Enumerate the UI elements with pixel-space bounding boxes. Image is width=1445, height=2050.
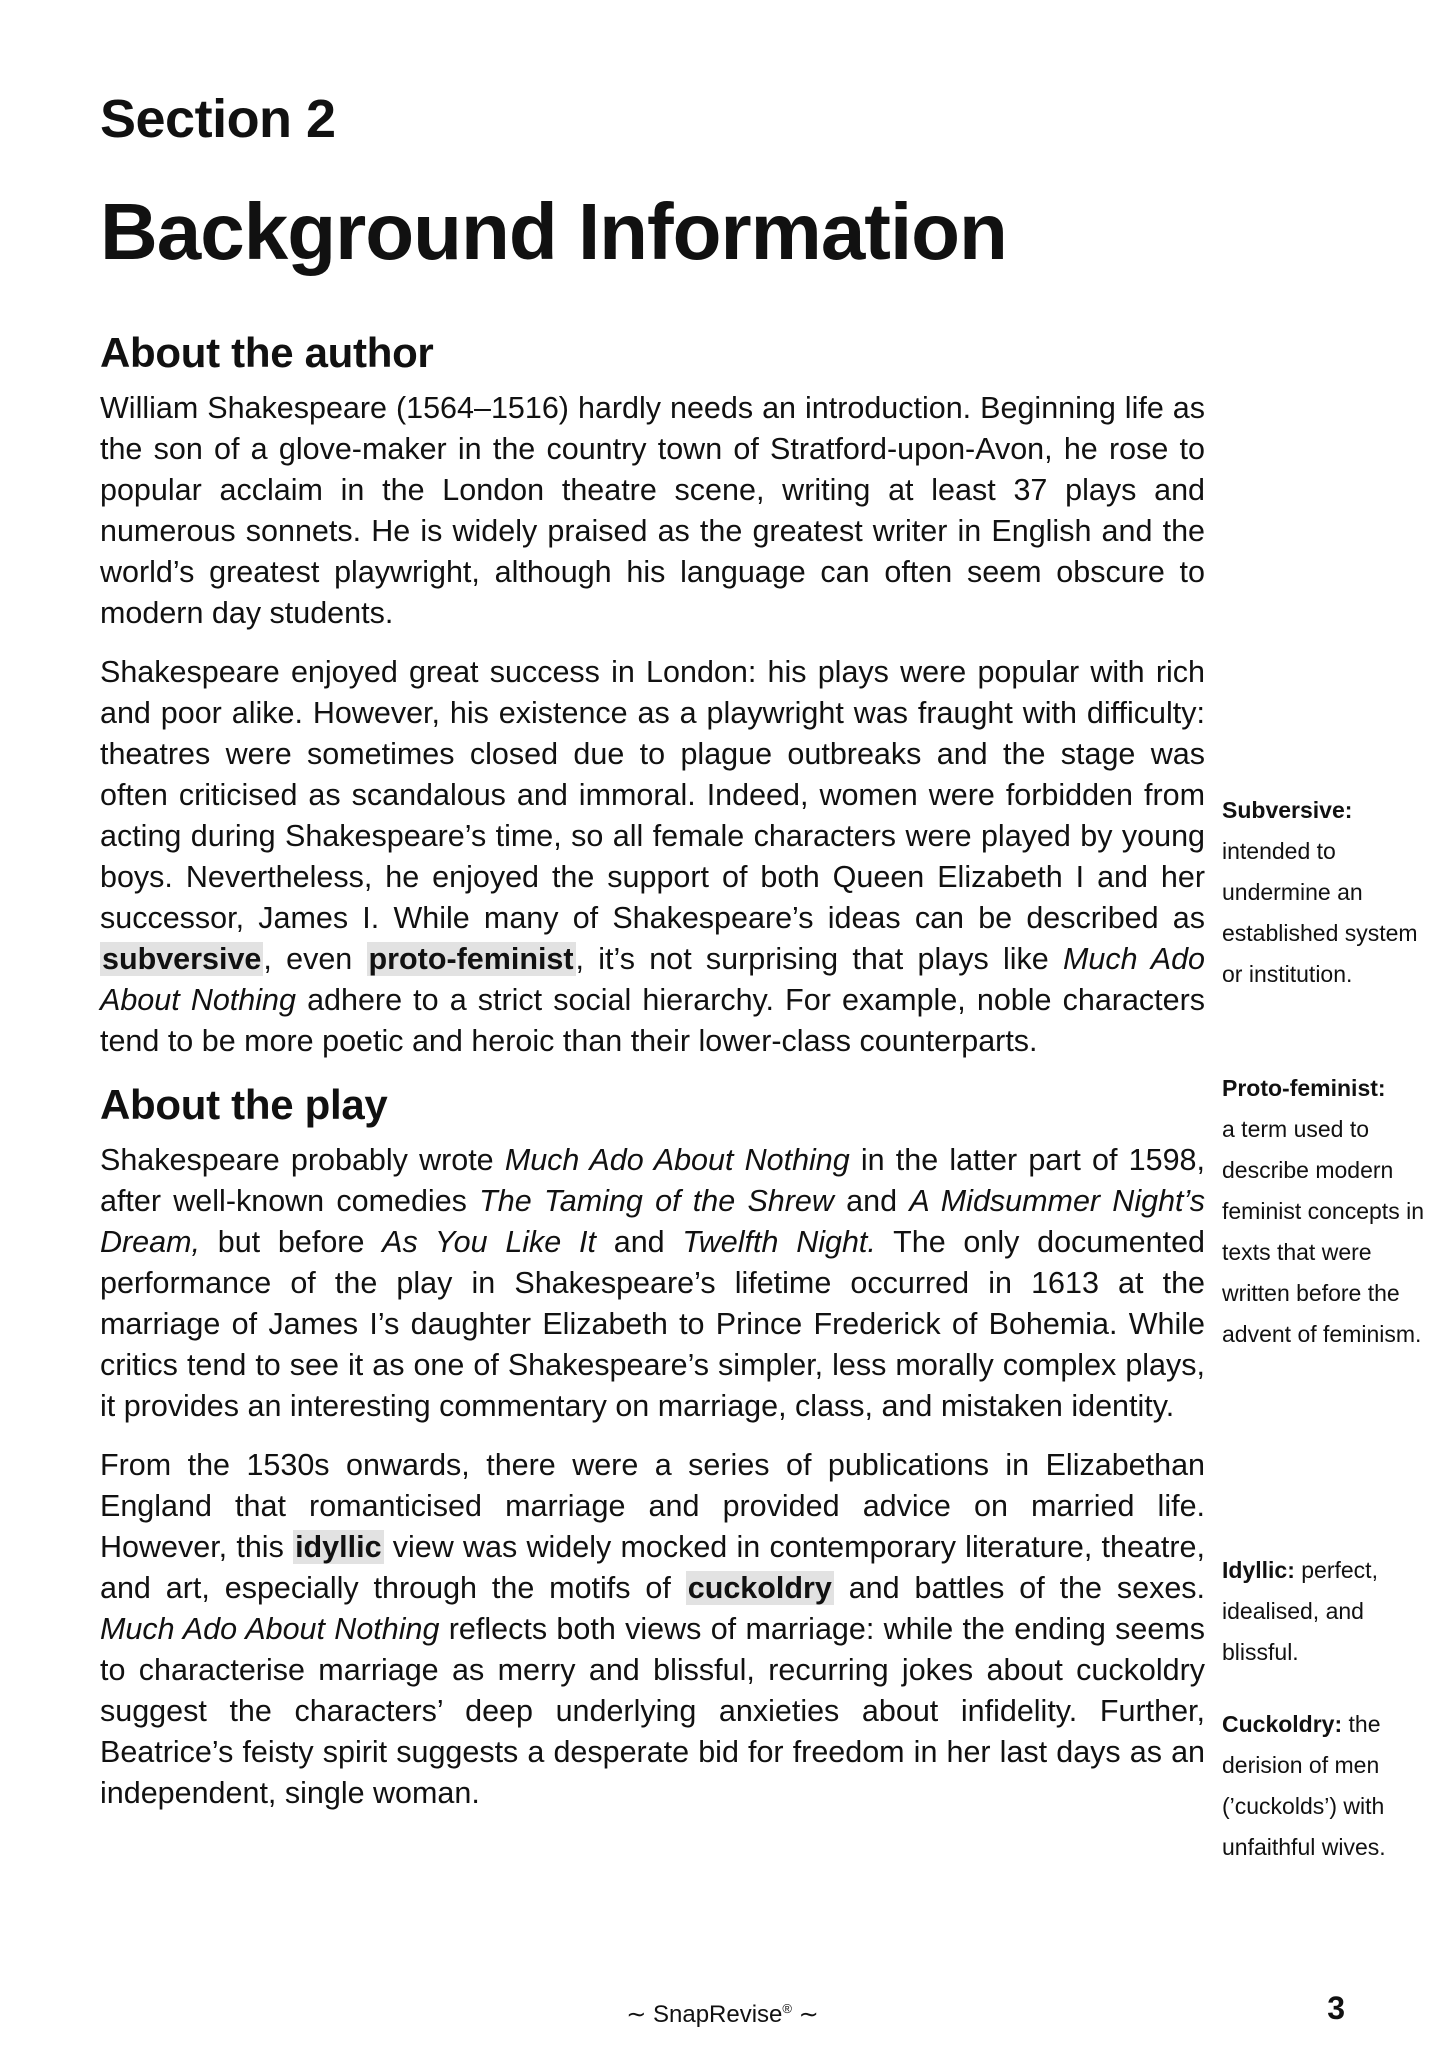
- play-paragraph-1: Shakespeare probably wrote Much Ado About Nothing in the latter part of 1598, after well-known comedies The Taming of the Shrew and A Midsummer Night’s Dream, but before As You Like It and Twelfth Night. The only documented performance of the play in Shakespeare’s lifetime occurred in 1613 at the marriage of James I’s daughter Elizabeth to Prince Frederick of Bohemia. While critics tend to see it as one of Shakespeare’s simpler, less morally complex plays, it provides an interesting commentary on marriage, class, and mistaken identity.: [100, 1143, 1205, 1424]
- glossary-idyllic: [1222, 1550, 1432, 1673]
- glossary-term: Idyllic:: [1222, 1557, 1295, 1583]
- glossary-term: Cuckoldry:: [1222, 1711, 1343, 1737]
- glossary-proto-feminist: [1222, 1068, 1432, 1355]
- glossary-term: Proto-feminist:: [1222, 1075, 1386, 1101]
- play-heading: About the play: [100, 1081, 388, 1128]
- glossary-term: Subversive:: [1222, 797, 1353, 823]
- page-number: 3: [1327, 1990, 1345, 2026]
- page-title: Background Information: [100, 187, 1007, 276]
- footer-brand: ∼ SnapRevise® ∼: [626, 2001, 819, 2028]
- play-title: As You Like It: [382, 1225, 596, 1260]
- keyword-subversive: subversive: [102, 942, 262, 977]
- play-title: Much Ado About Nothing: [504, 1143, 850, 1178]
- author-paragraph-2: Shakespeare enjoyed great success in London: his plays were popular with rich and poor alike. However, his existence as a playwright was fraught with difficulty: theatres were sometimes closed due to plague outbreaks and the stage was often criticised as scandalous and immoral. Indeed, women were forbidden from acting during Shakespeare’s time, so all female characters were played by young boys. Nevertheless, he enjoyed the support of both Queen Elizabeth I and her successor, James I. While many of Shakespeare’s ideas can be described as subversive, even proto-feminist, it’s not surprising that plays like Much Ado About Nothing adhere to a strict social hierarchy. For example, noble characters tend to be more poetic and heroic than their lower-class counterparts.: [100, 655, 1205, 1059]
- author-paragraph-1: William Shakespeare (1564–1516) hardly needs an introduction. Beginning life as the son of a glove-maker in the country town of Stratford-upon-Avon, he rose to popular acclaim in the London theatre scene, writing at least 37 plays and numerous sonnets. He is widely praised as the greatest writer in English and the world’s greatest playwright, although his language can often seem obscure to modern day students.: [100, 391, 1205, 631]
- author-section: [100, 330, 1205, 1062]
- registered-mark: ®: [782, 2001, 792, 2016]
- play-title: Much Ado About Nothing: [100, 942, 1205, 1018]
- keyword-idyllic: idyllic: [295, 1530, 382, 1565]
- author-heading: About the author: [100, 329, 434, 376]
- play-title: A Midsummer Night’s Dream,: [100, 1184, 1205, 1260]
- play-title: Much Ado About Nothing: [100, 1612, 440, 1647]
- glossary-definition: the derision of men (’cuckolds’) with unfaithful wives.: [1222, 1711, 1386, 1860]
- glossary-definition: perfect, idealised, and blissful.: [1222, 1557, 1378, 1665]
- section-label: Section 2: [100, 89, 336, 149]
- keyword-cuckoldry: cuckoldry: [687, 1571, 832, 1606]
- glossary-definition: intended to undermine an established system or institution.: [1222, 838, 1418, 987]
- play-title: The Taming of the Shrew: [479, 1184, 834, 1219]
- play-section: [100, 1082, 1205, 1814]
- keyword-proto-feminist: proto-feminist: [368, 942, 574, 977]
- play-paragraph-2: From the 1530s onwards, there were a series of publications in Elizabethan England that romanticised marriage and provided advice on married life. However, this idyllic view was widely mocked in contemporary literature, theatre, and art, especially through the motifs of cuckoldry and battles of the sexes. Much Ado About Nothing reflects both views of marriage: while the ending seems to characterise marriage as merry and blissful, recurring jokes about cuckoldry suggest the characters’ deep underlying anxieties about infidelity. Further, Beatrice’s feisty spirit suggests a desperate bid for freedom in her last days as an independent, single woman.: [100, 1448, 1206, 1811]
- glossary-subversive: [1222, 790, 1432, 995]
- glossary-cuckoldry: [1222, 1704, 1432, 1868]
- glossary-definition: a term used to describe modern feminist concepts in texts that were written before the advent of feminism.: [1222, 1116, 1424, 1347]
- play-title: Twelfth Night.: [682, 1225, 876, 1260]
